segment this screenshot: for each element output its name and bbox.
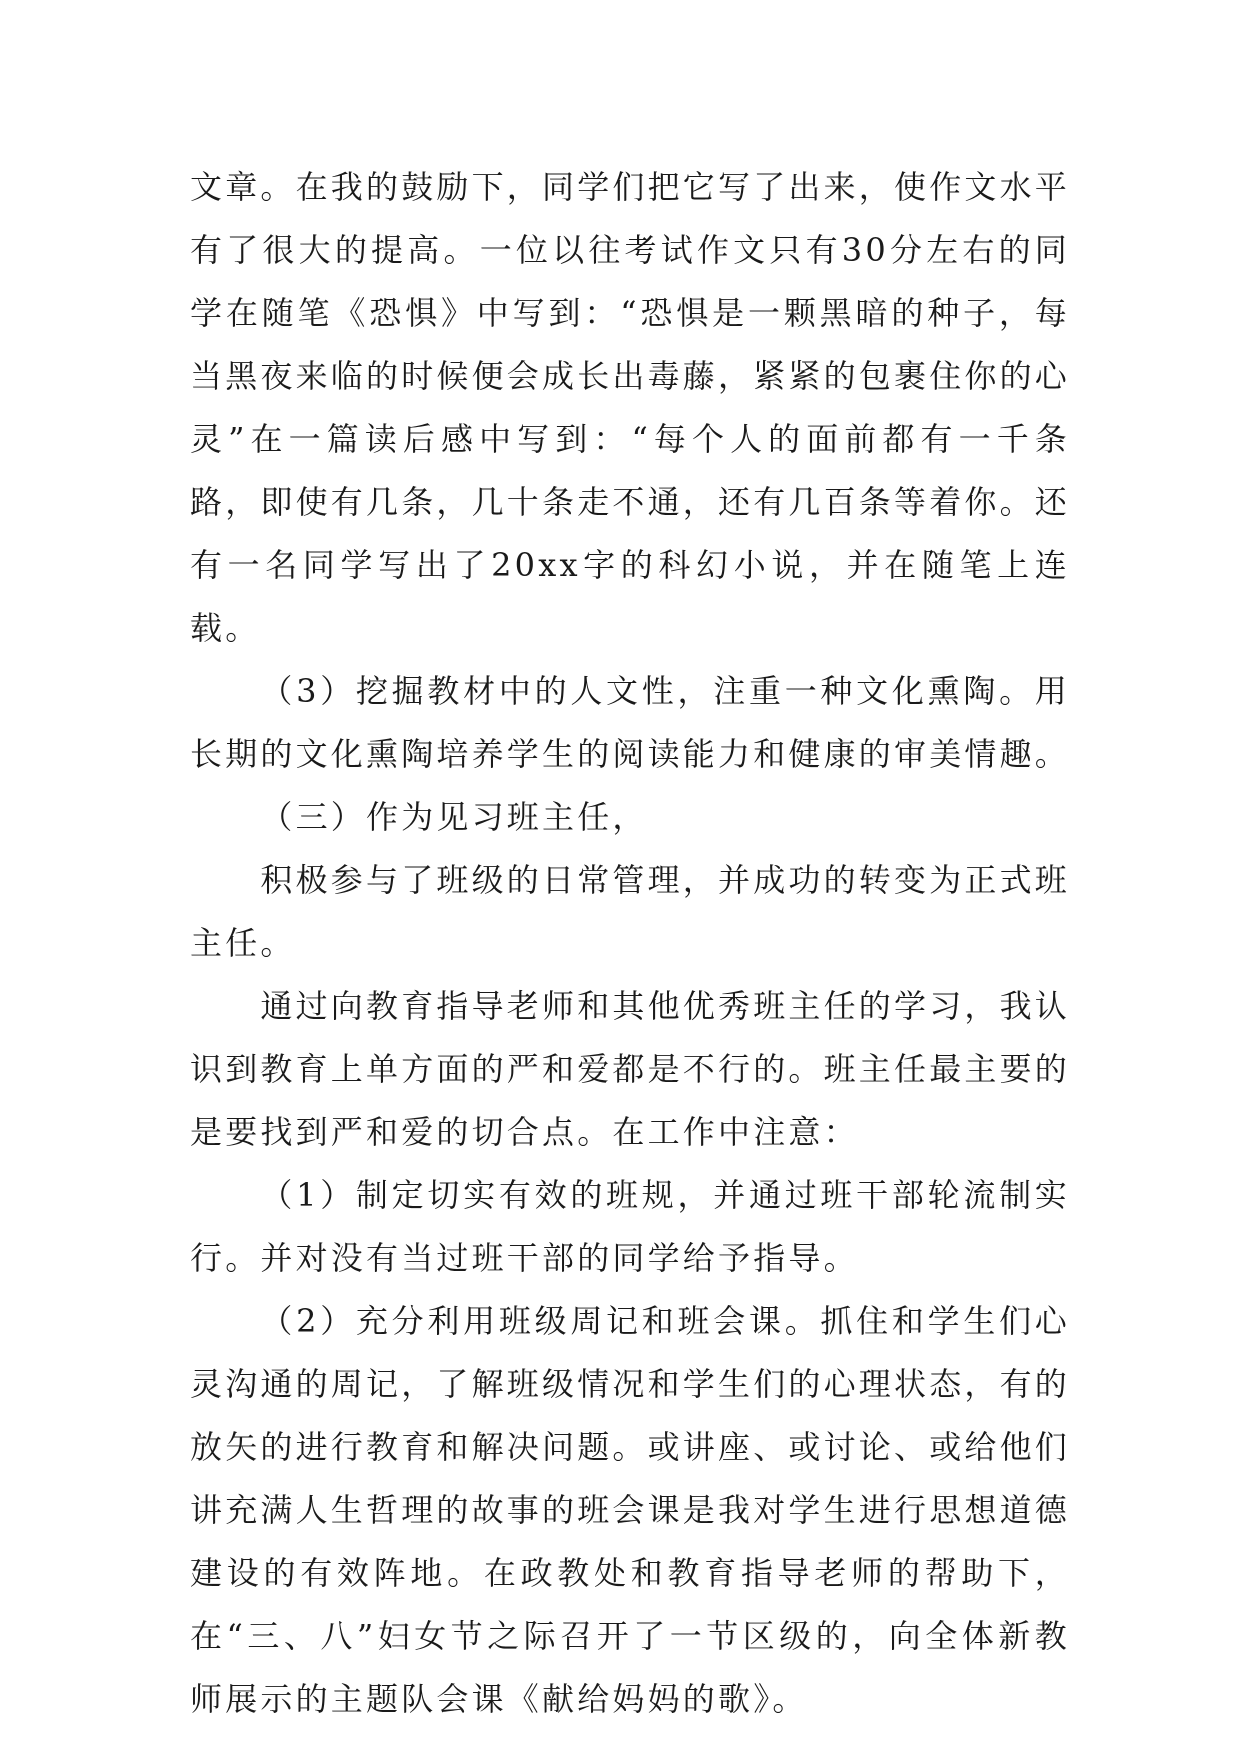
paragraph-class-rules: （1）制定切实有效的班规，并通过班干部轮流制实行。并对没有当过班干部的同学给予指导。	[190, 1176, 1070, 1277]
paragraph-strictness-and-love: 通过向教育指导老师和其他优秀班主任的学习，我认识到教育上单方面的严和爱都是不行的。班主任最主要的是要找到严和爱的切合点。在工作中注意：	[190, 987, 1071, 1151]
paragraph-section-heading-trainee-head-teacher: （三）作为见习班主任，	[260, 798, 648, 836]
paragraph-essay-encouragement: 文章。在我的鼓励下，同学们把它写了出来，使作文水平有了很大的提高。一位以往考试作文只有30分左右的同学在随笔《恐惧》中写到：“恐惧是一颗黑暗的种子，每当黑夜来临的时候便会成长出毒藤，紧紧的包裹住你的心灵”在一篇读后感中写到：“每个人的面前都有一千条路，即使有几条，几十条走不通，还有几百条等着你。还有一名同学写出了20xx字的科幻小说，并在随笔上连载。	[190, 168, 1071, 647]
paragraph-class-management: 积极参与了班级的日常管理，并成功的转变为正式班主任。	[190, 861, 1070, 962]
document-body	[190, 156, 1070, 1731]
paragraph-weekly-journal-and-class-meeting: （2）充分利用班级周记和班会课。抓住和学生们心灵沟通的周记，了解班级情况和学生们的心理状态，有的放矢的进行教育和解决问题。或讲座、或讨论、或给他们讲充满人生哲理的故事的班会课是我对学生进行思想道德建设的有效阵地。在政教处和教育指导老师的帮助下，在“三、八”妇女节之际召开了一节区级的，向全体新教师展示的主题队会课《献给妈妈的歌》。	[190, 1302, 1071, 1718]
paragraph-humanistic-teaching: （3）挖掘教材中的人文性，注重一种文化熏陶。用长期的文化熏陶培养学生的阅读能力和健康的审美情趣。	[190, 672, 1071, 773]
